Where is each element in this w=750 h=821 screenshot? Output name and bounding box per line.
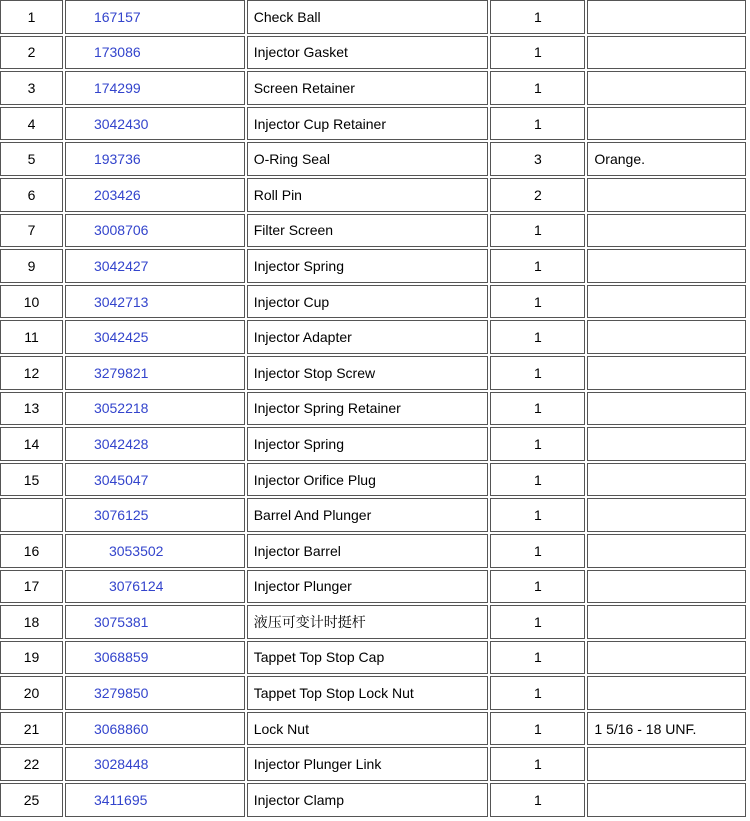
table-row xyxy=(0,178,746,212)
ref-number-cell: 10 xyxy=(0,285,63,319)
part-number-link[interactable]: 3042430 xyxy=(93,115,149,132)
quantity-cell: 1 xyxy=(490,783,585,817)
quantity-cell: 1 xyxy=(490,712,585,746)
description-cell: Injector Cup Retainer xyxy=(247,107,489,141)
ref-number-cell: 20 xyxy=(0,676,63,710)
description-cell: Filter Screen xyxy=(247,214,489,248)
table-row xyxy=(0,107,746,141)
table-row xyxy=(0,783,746,817)
part-number-link[interactable]: 3042428 xyxy=(93,435,149,452)
part-number-cell xyxy=(65,285,245,319)
ref-number-cell: 3 xyxy=(0,71,63,105)
table-row xyxy=(0,320,746,354)
part-number-cell xyxy=(65,641,245,675)
description-cell: Roll Pin xyxy=(247,178,489,212)
table-row xyxy=(0,570,746,604)
part-number-cell xyxy=(65,676,245,710)
part-number-link[interactable]: 3042713 xyxy=(93,293,149,310)
remarks-cell xyxy=(587,356,746,390)
part-number-link[interactable]: 3076124 xyxy=(108,578,164,595)
ref-number-cell: 1 xyxy=(0,0,63,34)
part-number-link[interactable]: 3008706 xyxy=(93,222,149,239)
quantity-cell: 1 xyxy=(490,71,585,105)
description-cell: Check Ball xyxy=(247,0,489,34)
description-cell: Tappet Top Stop Cap xyxy=(247,641,489,675)
part-number-cell xyxy=(65,214,245,248)
part-number-cell xyxy=(65,427,245,461)
ref-number-cell xyxy=(0,498,63,532)
part-number-cell xyxy=(65,747,245,781)
table-row xyxy=(0,249,746,283)
remarks-cell xyxy=(587,0,746,34)
remarks-cell xyxy=(587,570,746,604)
table-row xyxy=(0,392,746,426)
table-row xyxy=(0,712,746,746)
remarks-cell xyxy=(587,783,746,817)
part-number-cell xyxy=(65,392,245,426)
part-number-link[interactable]: 3279821 xyxy=(93,364,149,381)
quantity-cell: 1 xyxy=(490,356,585,390)
ref-number-cell: 2 xyxy=(0,36,63,70)
quantity-cell: 1 xyxy=(490,214,585,248)
remarks-cell xyxy=(587,498,746,532)
ref-number-cell: 12 xyxy=(0,356,63,390)
description-cell: Injector Orifice Plug xyxy=(247,463,489,497)
table-row xyxy=(0,285,746,319)
remarks-cell xyxy=(587,320,746,354)
remarks-cell xyxy=(587,285,746,319)
remarks-cell xyxy=(587,676,746,710)
table-row xyxy=(0,605,746,639)
part-number-link[interactable]: 3068859 xyxy=(93,649,149,666)
part-number-cell xyxy=(65,498,245,532)
ref-number-cell: 15 xyxy=(0,463,63,497)
quantity-cell: 1 xyxy=(490,36,585,70)
table-row xyxy=(0,463,746,497)
description-cell: Screen Retainer xyxy=(247,71,489,105)
table-row xyxy=(0,214,746,248)
table-row xyxy=(0,71,746,105)
part-number-cell xyxy=(65,178,245,212)
part-number-cell xyxy=(65,712,245,746)
description-cell: Injector Cup xyxy=(247,285,489,319)
ref-number-cell: 22 xyxy=(0,747,63,781)
quantity-cell: 1 xyxy=(490,676,585,710)
remarks-cell xyxy=(587,214,746,248)
remarks-cell xyxy=(587,36,746,70)
part-number-cell xyxy=(65,534,245,568)
ref-number-cell: 9 xyxy=(0,249,63,283)
part-number-cell xyxy=(65,570,245,604)
description-cell: Injector Stop Screw xyxy=(247,356,489,390)
ref-number-cell: 18 xyxy=(0,605,63,639)
part-number-link[interactable]: 3068860 xyxy=(93,720,149,737)
description-cell: Injector Spring Retainer xyxy=(247,392,489,426)
part-number-link[interactable]: 3028448 xyxy=(93,756,149,773)
part-number-link[interactable]: 167157 xyxy=(93,8,141,25)
description-cell: Tappet Top Stop Lock Nut xyxy=(247,676,489,710)
description-cell: Injector Plunger xyxy=(247,570,489,604)
table-row xyxy=(0,427,746,461)
ref-number-cell: 17 xyxy=(0,570,63,604)
ref-number-cell: 21 xyxy=(0,712,63,746)
ref-number-cell: 14 xyxy=(0,427,63,461)
quantity-cell: 1 xyxy=(490,107,585,141)
part-number-cell xyxy=(65,36,245,70)
remarks-cell xyxy=(587,747,746,781)
description-cell: Injector Barrel xyxy=(247,534,489,568)
quantity-cell: 1 xyxy=(490,392,585,426)
quantity-cell: 1 xyxy=(490,605,585,639)
remarks-cell xyxy=(587,427,746,461)
ref-number-cell: 25 xyxy=(0,783,63,817)
quantity-cell: 1 xyxy=(490,641,585,675)
part-number-cell xyxy=(65,463,245,497)
remarks-cell xyxy=(587,249,746,283)
part-number-link[interactable]: 3042425 xyxy=(93,329,149,346)
part-number-link[interactable]: 203426 xyxy=(93,186,141,203)
part-number-link[interactable]: 3411695 xyxy=(93,791,148,808)
quantity-cell: 1 xyxy=(490,427,585,461)
part-number-link[interactable]: 3279850 xyxy=(93,685,149,702)
part-number-link[interactable]: 174299 xyxy=(93,79,141,96)
table-row xyxy=(0,747,746,781)
part-number-cell xyxy=(65,142,245,176)
description-cell: Injector Gasket xyxy=(247,36,489,70)
part-number-cell xyxy=(65,356,245,390)
remarks-cell xyxy=(587,605,746,639)
remarks-cell xyxy=(587,178,746,212)
part-number-link[interactable]: 3045047 xyxy=(93,471,149,488)
description-cell: O-Ring Seal xyxy=(247,142,489,176)
part-number-link[interactable]: 173086 xyxy=(93,44,141,61)
part-number-cell xyxy=(65,249,245,283)
ref-number-cell: 7 xyxy=(0,214,63,248)
quantity-cell: 3 xyxy=(490,142,585,176)
table-row xyxy=(0,36,746,70)
description-cell: Lock Nut xyxy=(247,712,489,746)
part-number-cell xyxy=(65,71,245,105)
description-cell: 液压可变计时挺杆 xyxy=(247,605,489,639)
remarks-cell xyxy=(587,463,746,497)
ref-number-cell: 6 xyxy=(0,178,63,212)
remarks-cell xyxy=(587,71,746,105)
part-number-link[interactable]: 3075381 xyxy=(93,613,149,630)
quantity-cell: 1 xyxy=(490,249,585,283)
part-number-link[interactable]: 3076125 xyxy=(93,507,149,524)
quantity-cell: 1 xyxy=(490,747,585,781)
table-row xyxy=(0,498,746,532)
ref-number-cell: 13 xyxy=(0,392,63,426)
table-row xyxy=(0,641,746,675)
quantity-cell: 1 xyxy=(490,534,585,568)
remarks-cell xyxy=(587,641,746,675)
quantity-cell: 2 xyxy=(490,178,585,212)
quantity-cell: 1 xyxy=(490,0,585,34)
remarks-cell xyxy=(587,392,746,426)
part-number-link[interactable]: 3053502 xyxy=(108,542,164,559)
quantity-cell: 1 xyxy=(490,285,585,319)
table-row xyxy=(0,0,746,34)
description-cell: Injector Spring xyxy=(247,427,489,461)
description-cell: Injector Clamp xyxy=(247,783,489,817)
table-row xyxy=(0,676,746,710)
part-number-cell xyxy=(65,320,245,354)
description-cell: Injector Spring xyxy=(247,249,489,283)
quantity-cell: 1 xyxy=(490,320,585,354)
part-number-cell xyxy=(65,0,245,34)
part-number-cell xyxy=(65,107,245,141)
part-number-link[interactable]: 3052218 xyxy=(93,400,149,417)
remarks-cell xyxy=(587,107,746,141)
part-number-cell xyxy=(65,605,245,639)
quantity-cell: 1 xyxy=(490,463,585,497)
remarks-cell: Orange. xyxy=(587,142,746,176)
ref-number-cell: 11 xyxy=(0,320,63,354)
ref-number-cell: 19 xyxy=(0,641,63,675)
description-cell: Barrel And Plunger xyxy=(247,498,489,532)
part-number-link[interactable]: 193736 xyxy=(93,151,141,168)
remarks-cell xyxy=(587,534,746,568)
quantity-cell: 1 xyxy=(490,498,585,532)
remarks-cell: 1 5/16 - 18 UNF. xyxy=(587,712,746,746)
quantity-cell: 1 xyxy=(490,570,585,604)
part-number-link[interactable]: 3042427 xyxy=(93,257,149,274)
table-row xyxy=(0,142,746,176)
table-row xyxy=(0,534,746,568)
description-cell: Injector Plunger Link xyxy=(247,747,489,781)
description-cell: Injector Adapter xyxy=(247,320,489,354)
ref-number-cell: 4 xyxy=(0,107,63,141)
ref-number-cell: 16 xyxy=(0,534,63,568)
table-row xyxy=(0,356,746,390)
ref-number-cell: 5 xyxy=(0,142,63,176)
part-number-cell xyxy=(65,783,245,817)
